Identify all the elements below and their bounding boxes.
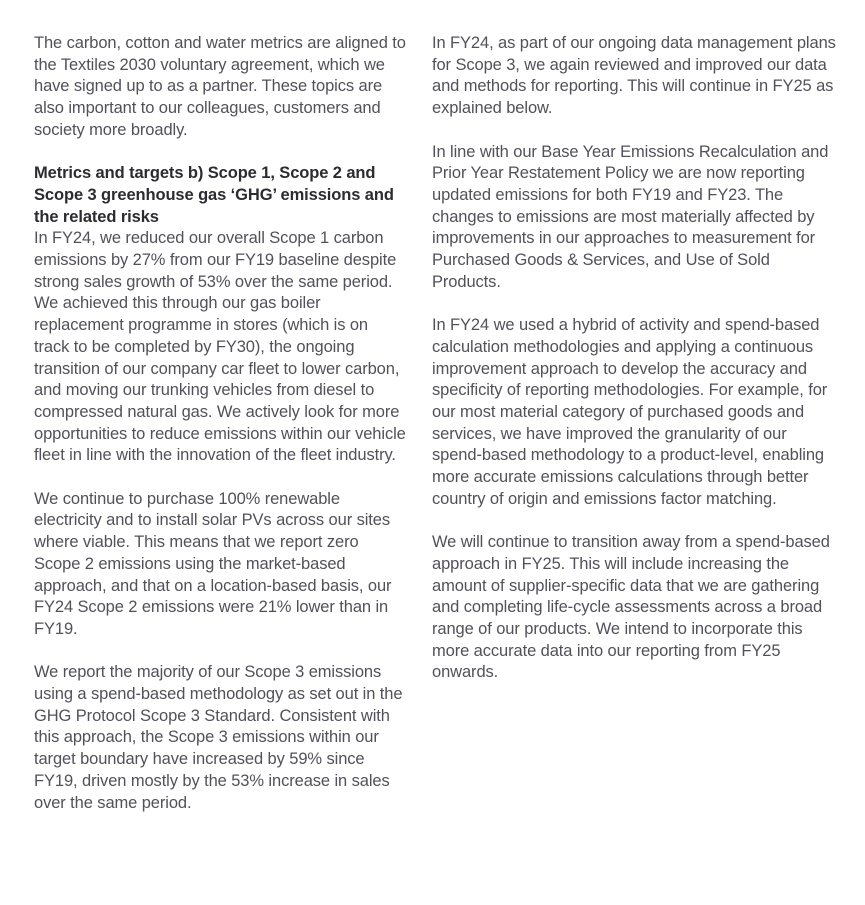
paragraph-textiles-2030: The carbon, cotton and water metrics are aligned to the Textiles 2030 voluntary agreement, which we have signed up to as a partner. These topics are also important to our colleagues, customers and society more broadly. <box>34 34 406 139</box>
paragraph-fy25-transition-plans: We will continue to transition away from a spend-based approach in FY25. This will include increasing the amount of supplier-specific data that we are gathering and completing life-cycle assessments across a broad range of our products. We intend to incorporate this more accurate data into our reporting from FY25 onwards. <box>432 533 830 682</box>
section-heading-metrics-and-targets: Metrics and targets b) Scope 1, Scope 2 and Scope 3 greenhouse gas ‘GHG’ emissions and the related risks <box>34 164 394 226</box>
paragraph-scope1-emissions-reduction: In FY24, we reduced our overall Scope 1 carbon emissions by 27% from our FY19 baseline despite strong sales growth of 53% over the same period. We achieved this through our gas boiler replacement programme in stores (which is on track to be completed by FY30), the ongoing transition of our company car fleet to lower carbon, and moving our trunking vehicles from diesel to compressed natural gas. We actively look for more opportunities to reduce emissions within our vehicle fleet in line with the innovation of the fleet industry. <box>34 229 406 465</box>
left-column <box>34 33 406 814</box>
two-column-layout <box>34 33 839 814</box>
paragraph-base-year-recalculation-policy: In line with our Base Year Emissions Recalculation and Prior Year Restatement Policy we are now reporting updated emissions for both FY19 and FY23. The changes to emissions are most materially affected by improvements in our approaches to measurement for Purchased Goods & Services, and Use of Sold Products. <box>432 142 829 291</box>
paragraph-fy24-data-management: In FY24, as part of our ongoing data management plans for Scope 3, we again reviewed and improved our data and methods for reporting. This will continue in FY25 as explained below. <box>432 34 836 118</box>
paragraph-scope3-spend-based-methodology: We report the majority of our Scope 3 emissions using a spend-based methodology as set out in the GHG Protocol Scope 3 Standard. Consistent with this approach, the Scope 3 emissions within our target boundary have increased by 59% since FY19, driven mostly by the 53% increase in sales over the same period. <box>34 663 403 812</box>
paragraph-scope2-renewable-electricity: We continue to purchase 100% renewable electricity and to install solar PVs across our sites where viable. This means that we report zero Scope 2 emissions using the market-based approach, and that on a location-based basis, our FY24 Scope 2 emissions were 21% lower than in FY19. <box>34 489 392 638</box>
right-column <box>432 33 839 814</box>
paragraph-hybrid-calculation-methodologies: In FY24 we used a hybrid of activity and spend-based calculation methodologies and applying a continuous improvement approach to develop the accuracy and specificity of reporting methodologies. For example, for our most material category of purchased goods and services, we have improved the granularity of our spend-based methodology to a product-level, enabling more accurate emissions calculations through better country of origin and emissions factor matching. <box>432 316 828 508</box>
